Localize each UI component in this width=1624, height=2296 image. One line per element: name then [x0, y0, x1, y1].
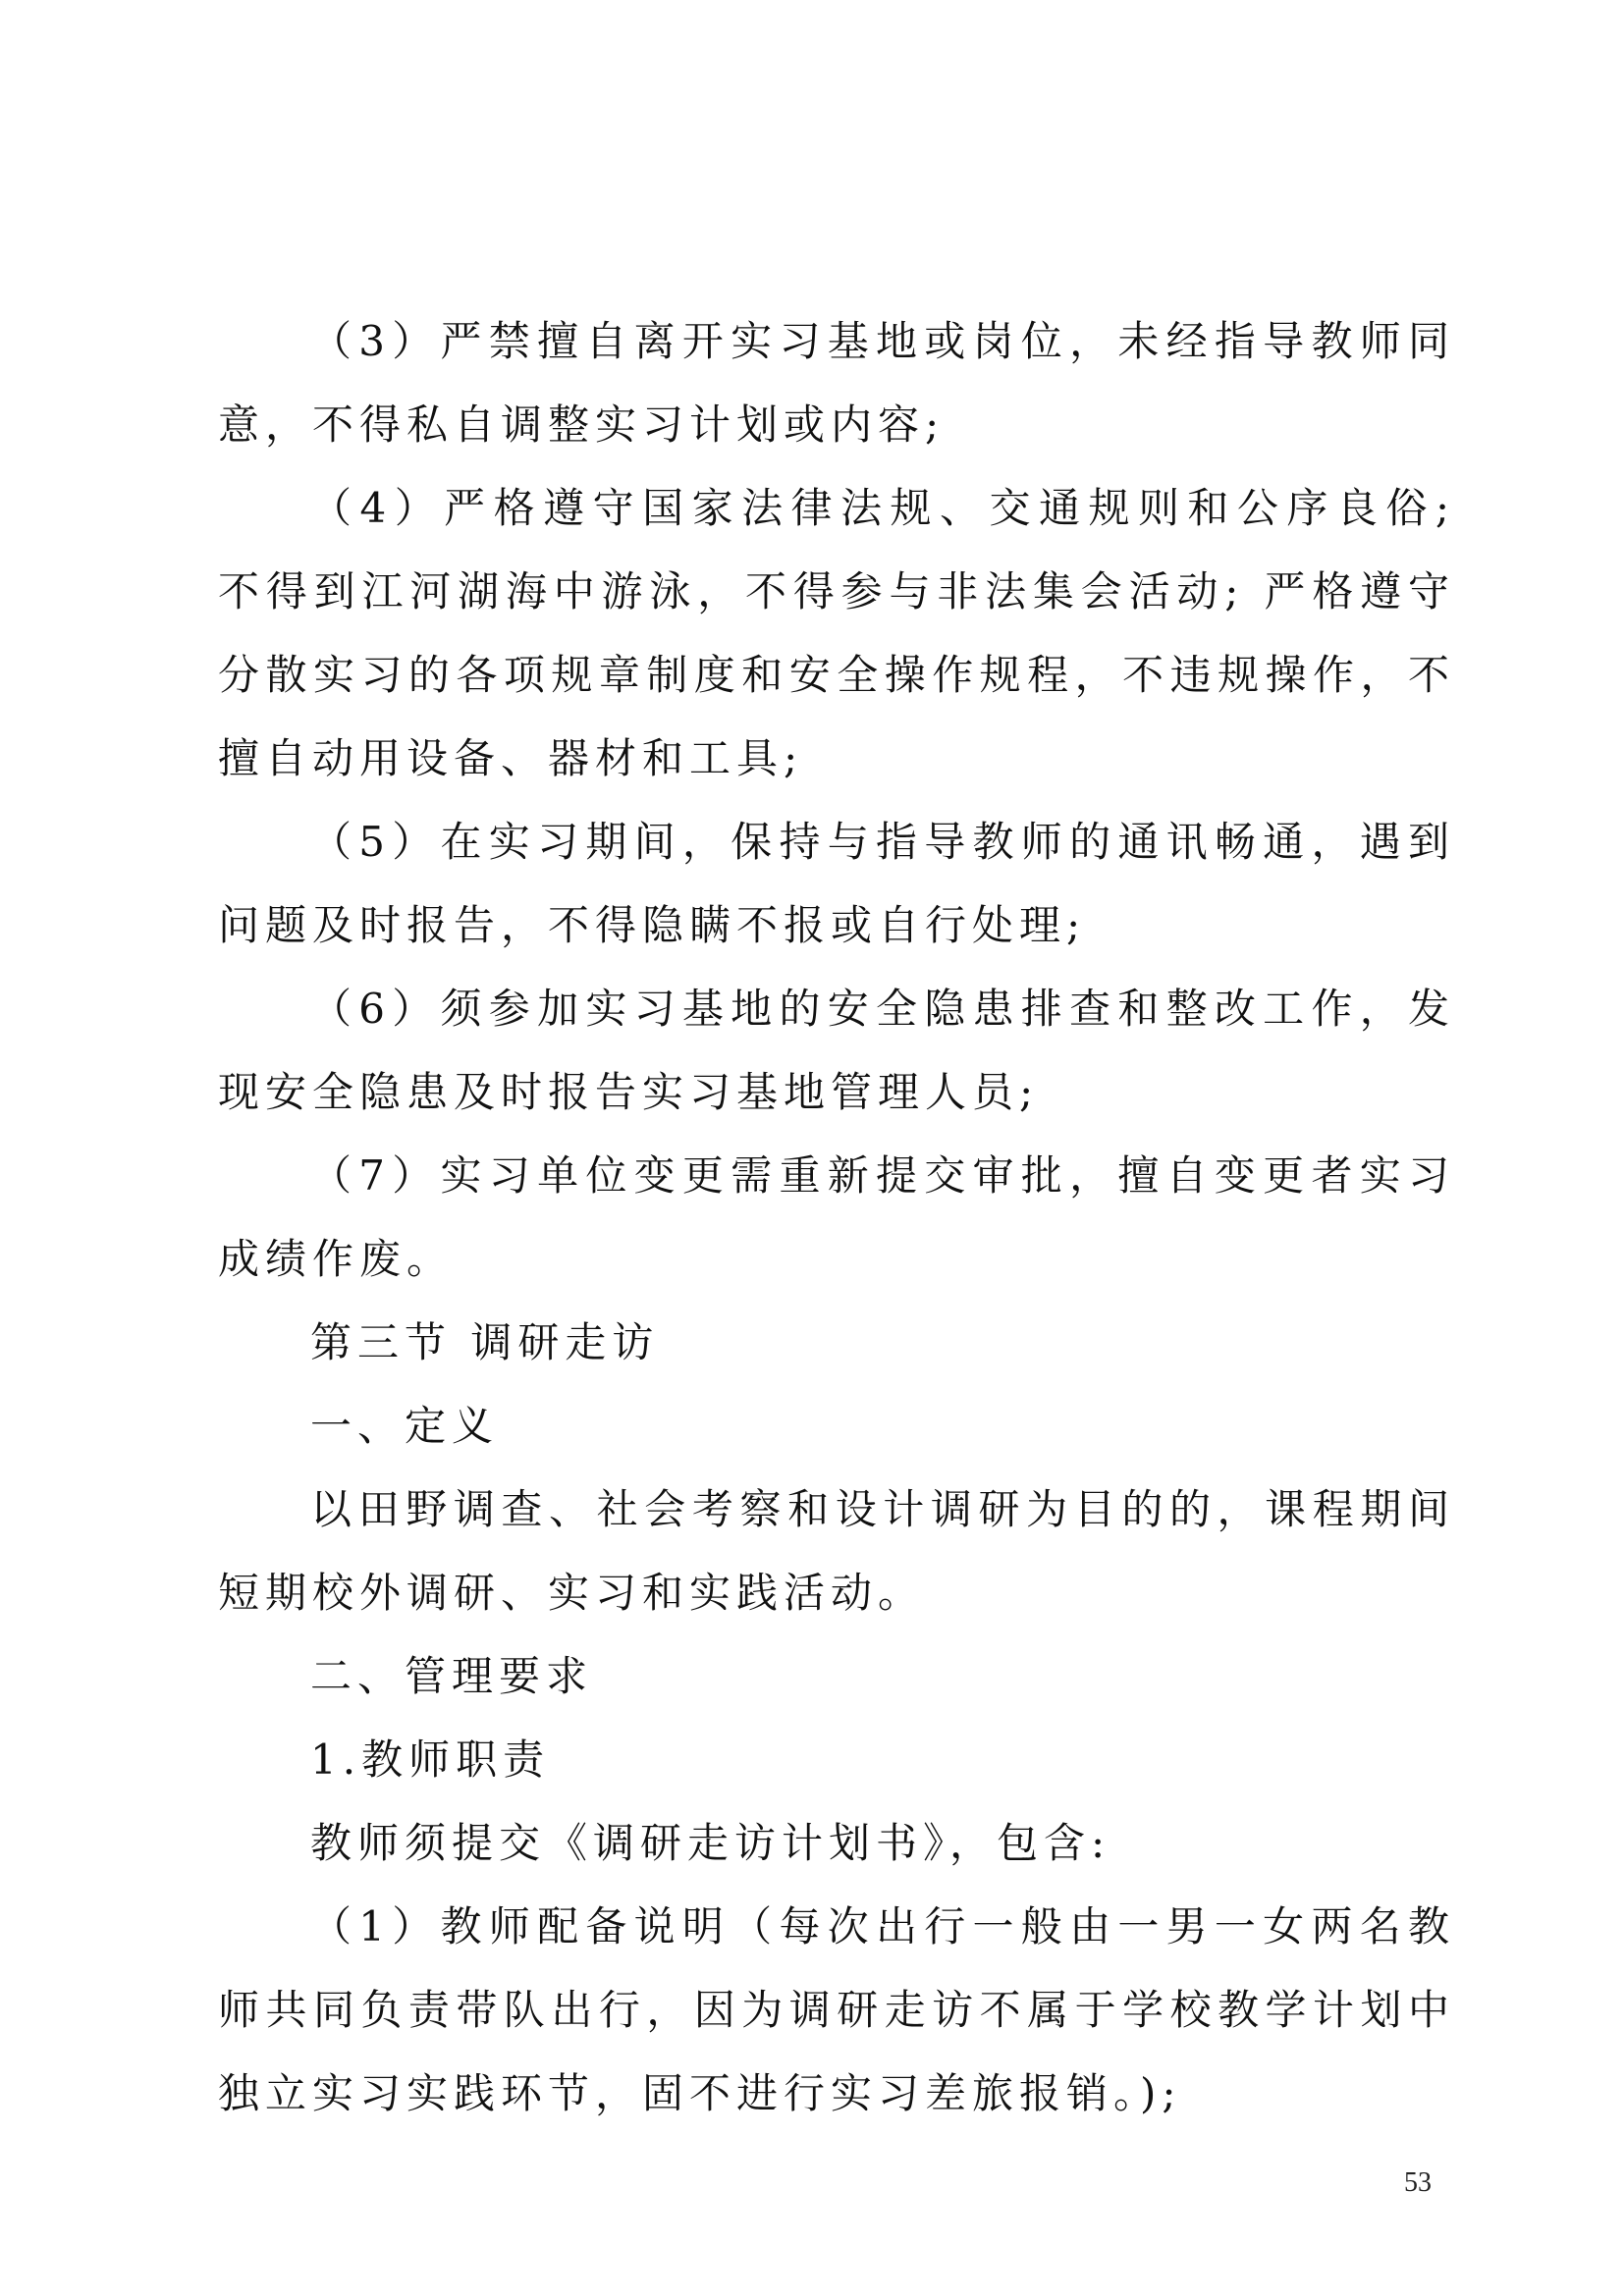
subheading-definition: 一、定义: [310, 1402, 500, 1450]
definition-text: 以田野调查、社会考察和设计调研为目的的，课程期间短期校外调研、实习和实践活动。: [218, 1485, 1455, 1617]
body-text: [218, 299, 1455, 2135]
subheading-management: 二、管理要求: [310, 1652, 594, 1700]
page-number: 53: [1404, 2167, 1432, 2198]
teacher-duty-item-1: （1）教师配备说明（每次出行一般由一男一女两名教师共同负责带队出行，因为调研走访不属于学校教学计划中独立实习实践环节，固不进行实习差旅报销。);: [218, 1902, 1455, 2117]
rule-item-4: （4）严格遵守国家法律法规、交通规则和公序良俗; 不得到江河湖海中游泳，不得参与非法集会活动; 严格遵守分散实习的各项规章制度和安全操作规程，不违规操作，不擅自动用设备、器材和工具;: [218, 484, 1455, 782]
rule-item-7: （7）实习单位变更需重新提交审批，擅自变更者实习成绩作废。: [218, 1151, 1455, 1283]
rule-item-5: （5）在实习期间，保持与指导教师的通讯畅通，遇到问题及时报告，不得隐瞒不报或自行处理;: [218, 818, 1455, 949]
rule-item-3: （3）严禁擅自离开实习基地或岗位，未经指导教师同意，不得私自调整实习计划或内容;: [218, 317, 1455, 449]
teacher-duties-intro: 教师须提交《调研走访计划书》，包含:: [310, 1819, 1111, 1867]
section-heading: 第三节 调研走访: [310, 1318, 660, 1366]
subheading-teacher-duties: 1.教师职责: [310, 1735, 551, 1784]
rule-item-6: （6）须参加实习基地的安全隐患排查和整改工作，发现安全隐患及时报告实习基地管理人员;: [218, 985, 1455, 1116]
